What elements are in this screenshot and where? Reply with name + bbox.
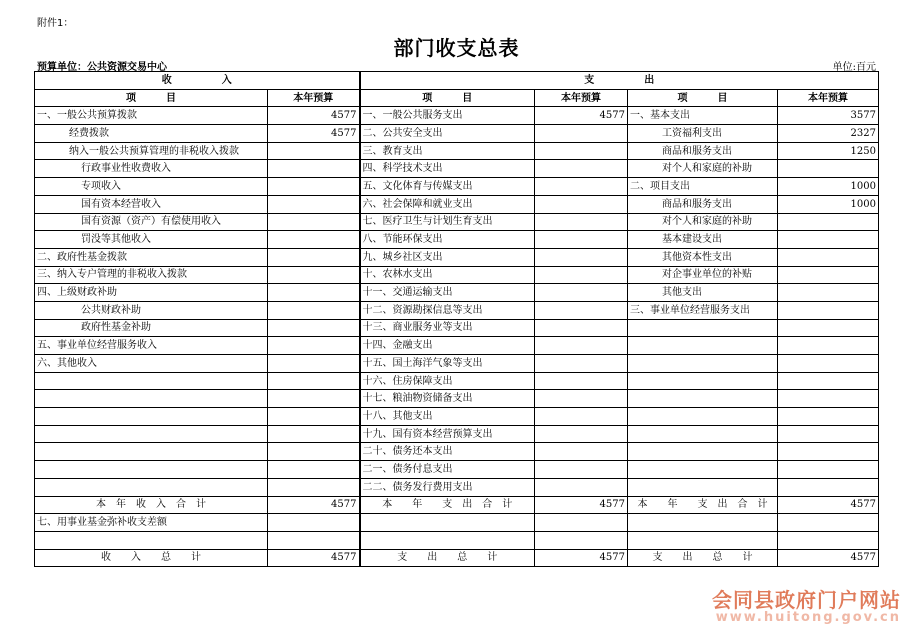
income-item-cell: 二、政府性基金拨款 — [35, 248, 268, 266]
expense-econ-item-cell: 本 年 支 出 合 计 — [628, 496, 778, 514]
expense-func-budget-cell — [535, 425, 628, 443]
expense-econ-budget-cell — [778, 390, 879, 408]
expense-econ-budget-cell — [778, 372, 879, 390]
expense-func-item-cell: 二二、债务发行费用支出 — [360, 478, 535, 496]
income-item-cell: 国有资源（资产）有偿使用收入 — [35, 213, 268, 231]
expense-func-budget-cell — [535, 443, 628, 461]
expense-func-item-cell: 十、农林水支出 — [360, 266, 535, 284]
income-item-cell: 三、纳入专户管理的非税收入拨款 — [35, 266, 268, 284]
expense-econ-budget-cell — [778, 461, 879, 479]
income-budget-cell — [268, 248, 360, 266]
income-budget-cell — [268, 160, 360, 178]
expense-func-budget-cell — [535, 213, 628, 231]
income-budget-cell — [268, 478, 360, 496]
expense-econ-budget-cell — [778, 443, 879, 461]
expense-econ-budget-cell — [778, 231, 879, 249]
expense-func-item-cell: 十一、交通运输支出 — [360, 284, 535, 302]
budget-summary-table — [34, 71, 879, 567]
income-budget-cell — [268, 408, 360, 426]
expense-econ-budget-cell: 4577 — [778, 549, 879, 567]
expense-econ-item-cell — [628, 531, 778, 549]
currency-unit: 单位:百元 — [832, 62, 876, 73]
expense-func-item-cell — [360, 514, 535, 532]
table-row — [35, 408, 879, 426]
expense-func-item-cell: 二、公共安全支出 — [360, 125, 535, 143]
income-item-cell: 七、用事业基金弥补收支差额 — [35, 514, 268, 532]
expense-func-item-cell: 五、文化体育与传媒支出 — [360, 178, 535, 196]
expense-econ-item-header: 项 目 — [628, 89, 778, 107]
expense-econ-item-cell: 其他资本性支出 — [628, 248, 778, 266]
expense-func-budget-cell — [535, 195, 628, 213]
income-item-cell — [35, 478, 268, 496]
income-item-cell: 专项收入 — [35, 178, 268, 196]
table-row — [35, 425, 879, 443]
income-item-cell: 本 年 收 入 合 计 — [35, 496, 268, 514]
expense-econ-budget-cell — [778, 531, 879, 549]
expense-func-item-cell: 一、一般公共服务支出 — [360, 107, 535, 125]
expense-econ-item-cell — [628, 390, 778, 408]
expense-func-budget-header: 本年预算 — [535, 89, 628, 107]
expense-econ-budget-cell — [778, 213, 879, 231]
income-budget-cell — [268, 195, 360, 213]
table-row — [35, 125, 879, 143]
income-item-cell: 公共财政补助 — [35, 301, 268, 319]
column-header-row — [35, 89, 879, 107]
table-row — [35, 478, 879, 496]
table-row — [35, 142, 879, 160]
expense-econ-item-cell: 商品和服务支出 — [628, 195, 778, 213]
table-row — [35, 461, 879, 479]
expense-econ-budget-cell — [778, 248, 879, 266]
income-item-cell — [35, 461, 268, 479]
expense-func-budget-cell — [535, 337, 628, 355]
expense-econ-item-cell: 其他支出 — [628, 284, 778, 302]
table-row — [35, 231, 879, 249]
income-budget-cell — [268, 301, 360, 319]
income-budget-cell — [268, 461, 360, 479]
income-budget-cell — [268, 178, 360, 196]
expense-func-item-cell: 九、城乡社区支出 — [360, 248, 535, 266]
section-header-row — [35, 72, 879, 90]
expense-func-item-cell — [360, 531, 535, 549]
income-item-cell: 一、一般公共预算拨款 — [35, 107, 268, 125]
expense-econ-item-cell — [628, 337, 778, 355]
expense-econ-budget-cell — [778, 425, 879, 443]
expense-econ-budget-cell: 4577 — [778, 496, 879, 514]
expense-func-budget-cell — [535, 531, 628, 549]
income-item-cell: 罚没等其他收入 — [35, 231, 268, 249]
expense-func-item-cell: 二一、债务付息支出 — [360, 461, 535, 479]
expense-func-item-cell: 八、节能环保支出 — [360, 231, 535, 249]
expense-func-item-cell: 四、科学技术支出 — [360, 160, 535, 178]
expense-func-item-cell: 十九、国有资本经营预算支出 — [360, 425, 535, 443]
expense-func-budget-cell — [535, 478, 628, 496]
expense-func-item-cell: 十四、金融支出 — [360, 337, 535, 355]
expense-econ-item-cell — [628, 461, 778, 479]
income-item-cell: 收 入 总 计 — [35, 549, 268, 567]
income-item-cell: 纳入一般公共预算管理的非税收入拨款 — [35, 142, 268, 160]
expense-econ-budget-cell — [778, 319, 879, 337]
income-item-cell: 六、其他收入 — [35, 355, 268, 373]
expense-func-item-cell: 七、医疗卫生与计划生育支出 — [360, 213, 535, 231]
income-budget-cell — [268, 372, 360, 390]
expense-func-budget-cell — [535, 355, 628, 373]
expense-func-budget-cell — [535, 514, 628, 532]
expense-econ-budget-cell: 3577 — [778, 107, 879, 125]
income-item-cell: 经费拨款 — [35, 125, 268, 143]
expense-econ-budget-cell: 1000 — [778, 195, 879, 213]
table-row — [35, 443, 879, 461]
expense-func-item-header: 项 目 — [360, 89, 535, 107]
income-item-cell — [35, 425, 268, 443]
expense-func-budget-cell: 4577 — [535, 496, 628, 514]
expense-func-item-cell: 六、社会保障和就业支出 — [360, 195, 535, 213]
table-row — [35, 213, 879, 231]
expense-econ-item-cell: 一、基本支出 — [628, 107, 778, 125]
annex-label: 附件1： — [37, 18, 74, 29]
expense-econ-budget-cell — [778, 478, 879, 496]
table-row — [35, 266, 879, 284]
expense-econ-budget-cell — [778, 337, 879, 355]
expense-econ-item-cell — [628, 319, 778, 337]
expense-func-budget-cell — [535, 319, 628, 337]
expense-func-budget-cell — [535, 390, 628, 408]
income-item-cell — [35, 531, 268, 549]
expense-func-item-cell: 十五、国土海洋气象等支出 — [360, 355, 535, 373]
table-row — [35, 549, 879, 567]
income-item-cell — [35, 372, 268, 390]
expense-econ-budget-cell: 1000 — [778, 178, 879, 196]
expense-econ-item-cell: 商品和服务支出 — [628, 142, 778, 160]
expense-func-budget-cell — [535, 125, 628, 143]
income-budget-cell — [268, 284, 360, 302]
expense-econ-budget-cell — [778, 408, 879, 426]
watermark-site-name: 会同县政府门户网站 — [712, 588, 901, 612]
income-budget-cell: 4577 — [268, 107, 360, 125]
expense-econ-item-cell — [628, 478, 778, 496]
expense-econ-item-cell — [628, 355, 778, 373]
expense-func-item-cell: 本 年 支 出 合 计 — [360, 496, 535, 514]
expense-func-item-cell: 十七、粮油物资储备支出 — [360, 390, 535, 408]
expense-func-item-cell: 十三、商业服务业等支出 — [360, 319, 535, 337]
expense-func-budget-cell: 4577 — [535, 549, 628, 567]
expense-econ-budget-cell: 2327 — [778, 125, 879, 143]
expense-econ-item-cell: 对个人和家庭的补助 — [628, 160, 778, 178]
expense-func-budget-cell — [535, 408, 628, 426]
income-budget-cell — [268, 266, 360, 284]
table-row — [35, 284, 879, 302]
table-row — [35, 337, 879, 355]
expense-econ-item-cell: 基本建设支出 — [628, 231, 778, 249]
income-section-header: 收 入 — [35, 72, 360, 90]
table-row — [35, 195, 879, 213]
table-row — [35, 248, 879, 266]
page-title: 部门收支总表 — [393, 36, 520, 60]
income-budget-cell — [268, 337, 360, 355]
expense-func-budget-cell — [535, 266, 628, 284]
income-budget-cell: 4577 — [268, 125, 360, 143]
income-budget-cell — [268, 319, 360, 337]
expense-func-item-cell: 支 出 总 计 — [360, 549, 535, 567]
income-item-header: 项 目 — [35, 89, 268, 107]
expense-func-budget-cell — [535, 301, 628, 319]
income-item-cell: 五、事业单位经营服务收入 — [35, 337, 268, 355]
expense-econ-item-cell: 三、事业单位经营服务支出 — [628, 301, 778, 319]
expense-econ-budget-header: 本年预算 — [778, 89, 879, 107]
income-item-cell: 政府性基金补助 — [35, 319, 268, 337]
watermark-site-url: www.huitong.gov.cn — [715, 610, 901, 625]
expense-econ-budget-cell — [778, 284, 879, 302]
table-row — [35, 301, 879, 319]
expense-func-budget-cell — [535, 248, 628, 266]
expense-func-item-cell: 二十、债务还本支出 — [360, 443, 535, 461]
expense-func-item-cell: 三、教育支出 — [360, 142, 535, 160]
table-row — [35, 496, 879, 514]
income-budget-cell — [268, 531, 360, 549]
expense-econ-budget-cell — [778, 301, 879, 319]
expense-func-budget-cell — [535, 231, 628, 249]
expense-econ-item-cell — [628, 372, 778, 390]
expense-econ-item-cell: 工资福利支出 — [628, 125, 778, 143]
income-budget-header: 本年预算 — [268, 89, 360, 107]
expense-func-budget-cell — [535, 372, 628, 390]
expense-func-budget-cell: 4577 — [535, 107, 628, 125]
income-budget-cell: 4577 — [268, 496, 360, 514]
income-budget-cell — [268, 142, 360, 160]
expense-func-item-cell: 十二、资源勘探信息等支出 — [360, 301, 535, 319]
expense-econ-budget-cell — [778, 355, 879, 373]
expense-func-budget-cell — [535, 461, 628, 479]
income-budget-cell — [268, 213, 360, 231]
expense-econ-item-cell: 对企事业单位的补贴 — [628, 266, 778, 284]
expense-econ-budget-cell — [778, 266, 879, 284]
expense-func-budget-cell — [535, 178, 628, 196]
income-item-cell: 四、上级财政补助 — [35, 284, 268, 302]
expense-econ-item-cell: 对个人和家庭的补助 — [628, 213, 778, 231]
income-item-cell — [35, 443, 268, 461]
expense-econ-item-cell — [628, 514, 778, 532]
expense-func-budget-cell — [535, 284, 628, 302]
budget-unit: 预算单位：公共资源交易中心 — [37, 62, 167, 73]
income-budget-cell — [268, 443, 360, 461]
table-row — [35, 514, 879, 532]
income-budget-cell: 4577 — [268, 549, 360, 567]
expense-econ-item-cell: 支 出 总 计 — [628, 549, 778, 567]
expense-econ-budget-cell: 1250 — [778, 142, 879, 160]
income-budget-cell — [268, 514, 360, 532]
expense-section-header: 支 出 — [360, 72, 879, 90]
income-item-cell: 行政事业性收费收入 — [35, 160, 268, 178]
expense-func-budget-cell — [535, 160, 628, 178]
expense-func-budget-cell — [535, 142, 628, 160]
income-budget-cell — [268, 231, 360, 249]
expense-econ-item-cell — [628, 443, 778, 461]
table-row — [35, 355, 879, 373]
expense-func-item-cell: 十八、其他支出 — [360, 408, 535, 426]
expense-econ-budget-cell — [778, 514, 879, 532]
income-item-cell — [35, 408, 268, 426]
table-row — [35, 178, 879, 196]
table-row — [35, 390, 879, 408]
expense-econ-budget-cell — [778, 160, 879, 178]
expense-econ-item-cell — [628, 425, 778, 443]
table-row — [35, 160, 879, 178]
income-item-cell: 国有资本经营收入 — [35, 195, 268, 213]
expense-econ-item-cell: 二、项目支出 — [628, 178, 778, 196]
table-row — [35, 107, 879, 125]
table-row — [35, 319, 879, 337]
expense-func-item-cell: 十六、住房保障支出 — [360, 372, 535, 390]
expense-econ-item-cell — [628, 408, 778, 426]
table-row — [35, 531, 879, 549]
income-budget-cell — [268, 390, 360, 408]
income-item-cell — [35, 390, 268, 408]
income-budget-cell — [268, 425, 360, 443]
income-budget-cell — [268, 355, 360, 373]
table-row — [35, 372, 879, 390]
